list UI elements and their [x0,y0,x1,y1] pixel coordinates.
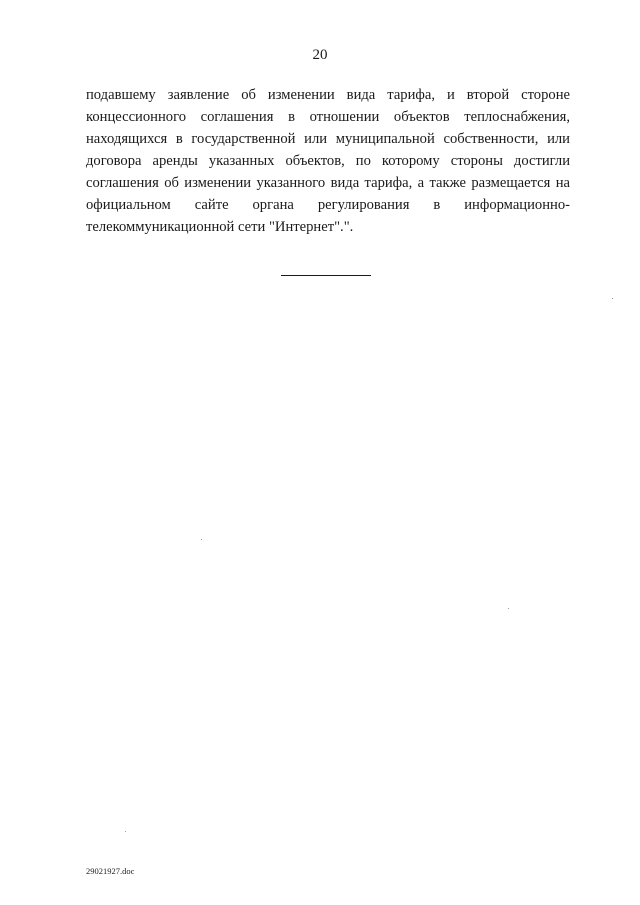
scan-speck [125,831,126,832]
text-line: находящихся в государственной или муниципальной собственности, или [86,131,570,147]
scan-speck [508,608,509,609]
text-line: официальном сайте органа регулирования в информационно- [86,197,570,213]
text-line: соглашения об изменении указанного вида тарифа, а также размещается на [86,175,570,191]
body-paragraph [86,84,570,238]
text-line-last: телекоммуникационной сети "Интернет".". [86,219,354,235]
text-line: договора аренды указанных объектов, по которому стороны достигли [86,153,570,169]
document-file-code: 29021927.doc [86,866,135,876]
scan-speck [612,298,613,299]
text-line: концессионного соглашения в отношении объектов теплоснабжения, [86,109,570,125]
closing-divider [281,275,371,276]
text-line: подавшему заявление об изменении вида тарифа, и второй стороне [86,87,570,103]
page-number: 20 [312,47,328,63]
scan-speck [201,539,202,540]
